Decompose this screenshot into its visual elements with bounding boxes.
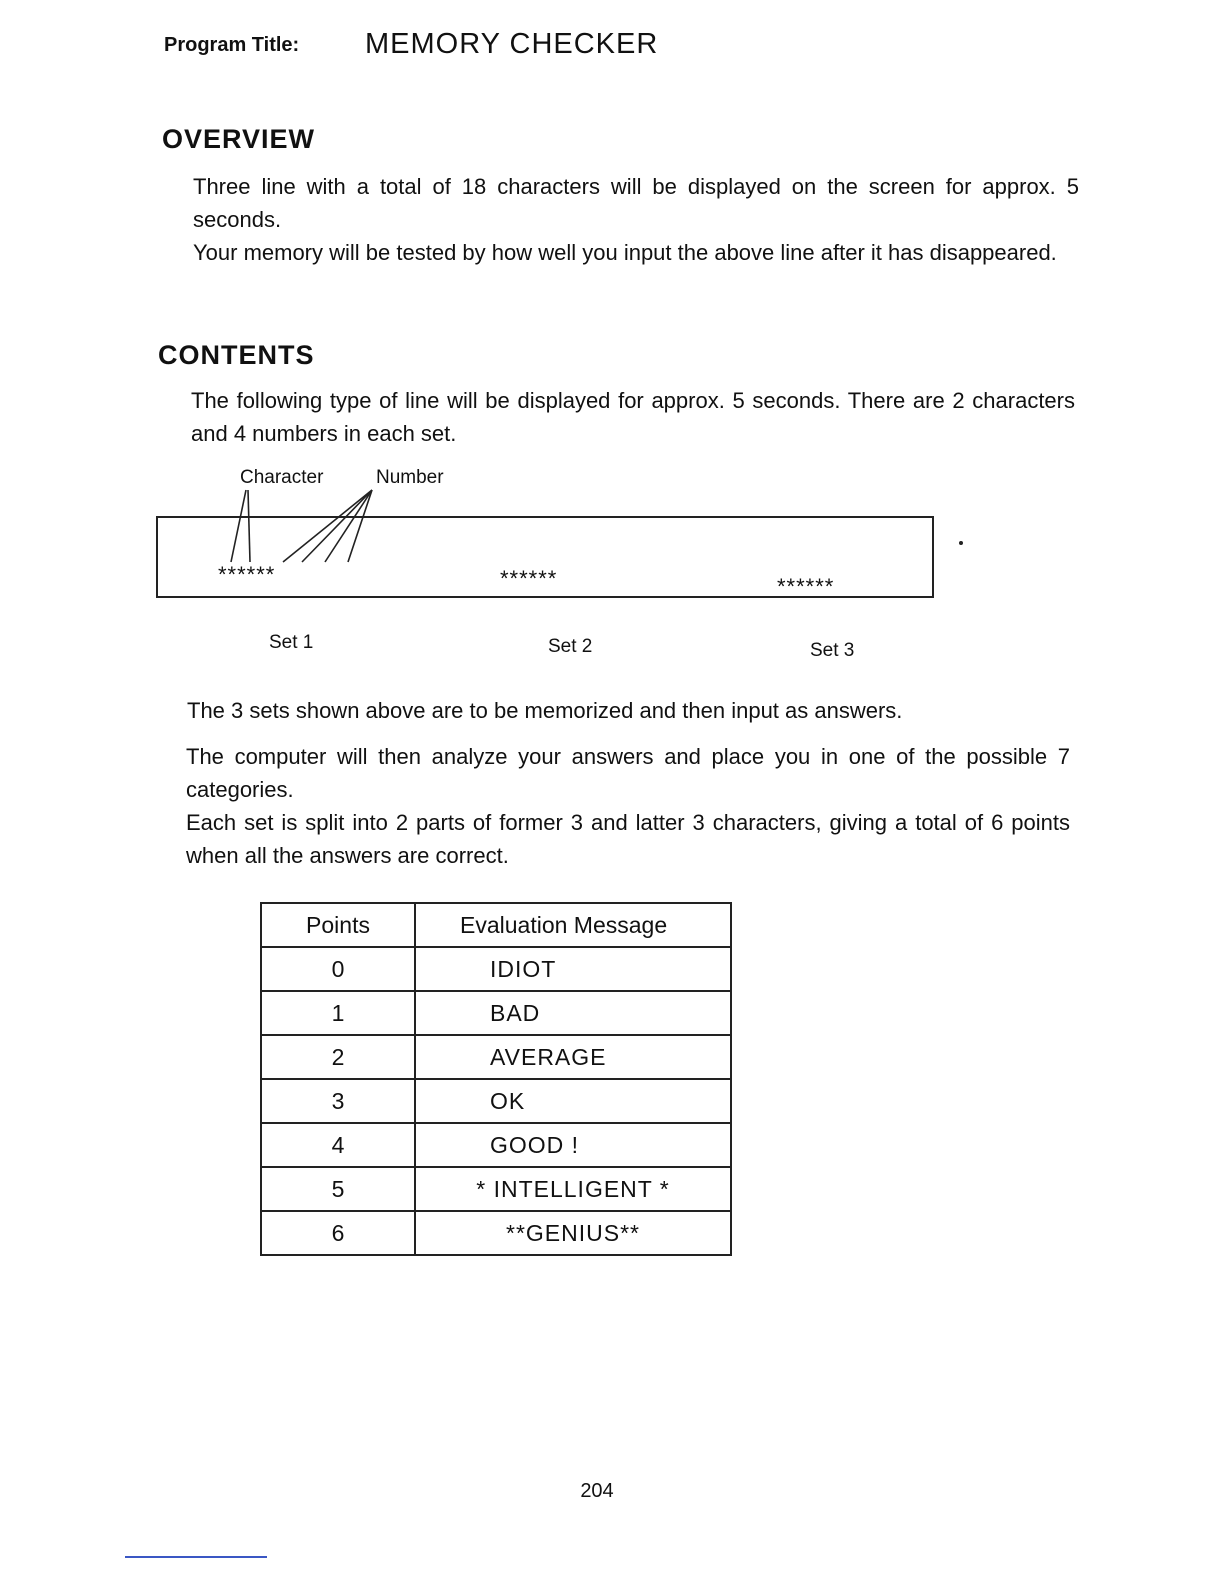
evaluation-table	[260, 902, 732, 1256]
points-cell: 3	[261, 1079, 415, 1123]
footer-rule	[125, 1556, 267, 1558]
set-3-label: Set 3	[810, 640, 855, 661]
points-cell: 1	[261, 991, 415, 1035]
message-cell: **GENIUS**	[415, 1211, 731, 1255]
message-cell: GOOD !	[415, 1123, 731, 1167]
table-row	[261, 1211, 731, 1255]
message-cell: AVERAGE	[415, 1035, 731, 1079]
points-cell: 6	[261, 1211, 415, 1255]
number-label: Number	[376, 467, 444, 488]
set-1-label: Set 1	[269, 632, 314, 653]
contents-paragraph-2: The computer will then analyze your answers and place you in one of the possible 7 categories.	[186, 744, 1070, 802]
contents-heading: CONTENTS	[158, 340, 315, 370]
points-header: Points	[261, 903, 415, 947]
page-number: 204	[580, 1480, 614, 1502]
points-cell: 2	[261, 1035, 415, 1079]
set-2-pattern: ******	[500, 566, 558, 591]
message-cell: BAD	[415, 991, 731, 1035]
contents-paragraph-1: The 3 sets shown above are to be memorized and then input as answers.	[187, 698, 903, 723]
table-row	[261, 1123, 731, 1167]
set-2-label: Set 2	[548, 636, 593, 657]
message-cell: * INTELLIGENT *	[415, 1167, 731, 1211]
stray-mark	[959, 541, 963, 545]
table-row	[261, 1167, 731, 1211]
message-cell: IDIOT	[415, 947, 731, 991]
points-cell: 4	[261, 1123, 415, 1167]
overview-paragraph-2: Your memory will be tested by how well you input the above line after it has disappeared.	[193, 240, 1057, 265]
contents-paragraph-3: Each set is split into 2 parts of former 3 and latter 3 characters, giving a total of 6 points when all the answers are correct.	[186, 810, 1070, 868]
points-cell: 0	[261, 947, 415, 991]
contents-intro: The following type of line will be displayed for approx. 5 seconds. There are 2 characters and 4 numbers in each set.	[191, 388, 1075, 446]
set-3-pattern: ******	[777, 574, 835, 599]
program-title: MEMORY CHECKER	[365, 28, 659, 60]
program-title-label: Program Title:	[164, 34, 300, 56]
table-header-row	[261, 903, 731, 947]
table-row	[261, 1035, 731, 1079]
set-1-pattern: ******	[218, 562, 276, 587]
overview-paragraph-1: Three line with a total of 18 characters will be displayed on the screen for approx. 5 seconds.	[193, 174, 1079, 232]
table-row	[261, 1079, 731, 1123]
overview-heading: OVERVIEW	[162, 124, 316, 154]
evaluation-message-header: Evaluation Message	[415, 903, 731, 947]
character-label: Character	[240, 467, 324, 488]
table-row	[261, 947, 731, 991]
table-row	[261, 991, 731, 1035]
message-cell: OK	[415, 1079, 731, 1123]
points-cell: 5	[261, 1167, 415, 1211]
